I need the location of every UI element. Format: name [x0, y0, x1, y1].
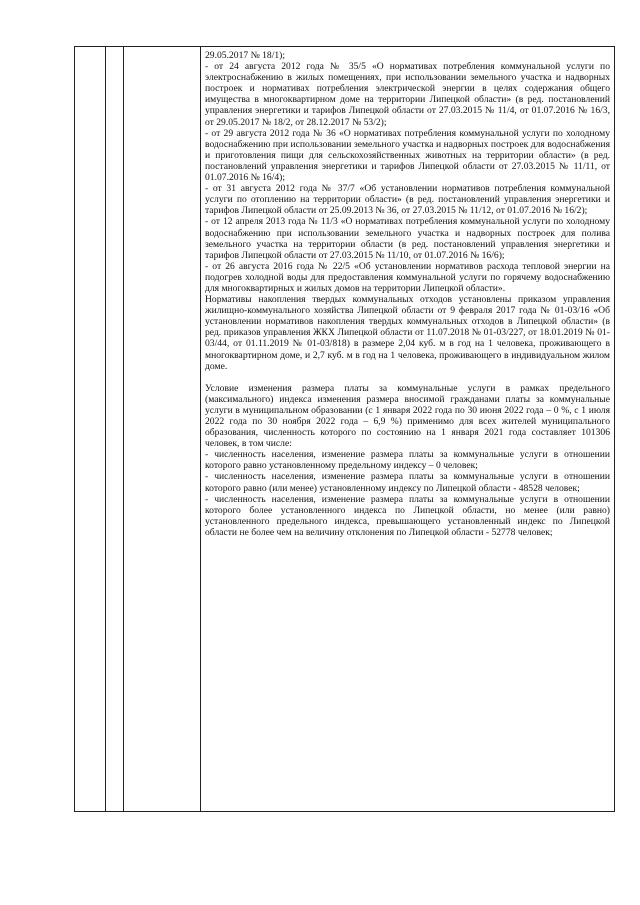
table-column-divider: [105, 47, 106, 811]
paragraph-electricity-norms: - от 24 августа 2012 года № 35/5 «О нормативах потребления коммунальной услуги по электроснабжению в жилых помещениях, при использовании земельного участка и надворных построек и нормативах потребления электрической энергии в целях содержания общего имущества в многоквартирном доме на территории Липецкой области» (в ред. постановлений управления энергетики и тарифов Липецкой области от 27.03.2015 № 11/4, от 01.07.2016 № 16/3, от 29.05.2017 № 18/2, от 28.12.2017 № 53/2);: [205, 61, 610, 128]
paragraph-payment-index-condition: Условие изменения размера платы за коммунальные услуги в рамках предельного (максимального) индекса изменения размера вносимой гражданами платы за коммунальные услуги в муниципальном образовании (с 1 января 2022 года по 30 июня 2022 года – 0 %, с 1 июля 2022 года по 30 ноября 2022 года – 6,9 %) применимо для всех жителей муниципального образования, численность которого по состоянию на 1 января 2021 года составляет 101306 человек, в том числе:: [205, 382, 610, 450]
list-item-population-equal-limit: - численность населения, изменение размера платы за коммунальные услуги в отношении которого равно установленному предельному индексу – 0 человек;: [205, 449, 610, 472]
paragraph-heating-norms: - от 31 августа 2012 года № 37/7 «Об установлении нормативов потребления коммунальной услуги по отоплению на территории области» (в ред. постановлений управления энергетики и тарифов Липецкой области от 25.09.2013 № 36, от 27.03.2015 № 11/12, от 01.07.2016 № 16/2);: [205, 183, 610, 217]
paragraph-cold-water-irrigation: - от 12 апреля 2013 года № 11/3 «О нормативах потребления коммунальной услуги по холодному водоснабжению при использовании земельного участка и надворных построек для полива земельного участка на территории области (в ред. постановлений управления энергетики и тарифов Липецкой области от 27.03.2015 № 11/10, от 01.07.2016 № 16/6);: [205, 216, 610, 261]
paragraph-solid-waste-norms: Нормативы накопления твердых коммунальных отходов установлены приказом управления жилищно-коммунального хозяйства Липецкой области от 9 февраля 2017 года № 01-03/16 «Об установлении нормативов накопления твердых коммунальных отходов в Липецкой области» (в ред. приказов управления ЖКХ Липецкой области от 11.07.2018 № 01-03/227, от 18.01.2019 № 01-03/44, от 01.11.2019 № 01-03/818) в размере 2,04 куб. м в год на 1 человека, проживающего в многоквартирном доме, и 2,7 куб. м в год на 1 человека, проживающего в индивидуальном жилом доме.: [205, 294, 610, 372]
paragraph-hot-water-heat: - от 26 августа 2016 года № 22/5 «Об установлении нормативов расхода тепловой энергии на подогрев холодной воды для предоставления коммунальной услуги по горячему водоснабжению для многоквартирных и жилых домов на территории Липецкой области».: [205, 260, 610, 294]
document-text-cell: [205, 50, 610, 538]
document-table: [74, 46, 615, 812]
list-item-population-above-regional: - численность населения, изменение размера платы за коммунальные услуги в отношении которого более установленного индекса по Липецкой области, но менее (или равно) установленного предельного индекса, превышающего установленный индекс по Липецкой области не более чем на величину отклонения по Липецкой области - 52778 человек;: [205, 493, 610, 538]
paragraph-cold-water-animals: - от 29 августа 2012 года № 36 «О нормативах потребления коммунальной услуги по холодному водоснабжению при использовании земельного участка и надворных построек для водоснабжения и приготовления пищи для сельскохозяйственных животных на территории области» (в ред. постановлений управления энергетики и тарифов Липецкой области от 27.03.2015 № 11/11, от 01.07.2016 № 16/4);: [205, 127, 610, 184]
paragraph-amendment-tail: 29.05.2017 № 18/1);: [205, 50, 286, 61]
table-column-divider: [200, 47, 201, 811]
list-item-population-below-regional: - численность населения, изменение размера платы за коммунальные услуги в отношении которого равно (или менее) установленному индексу по Липецкой области - 48528 человек;: [205, 471, 610, 494]
table-column-divider: [123, 47, 124, 811]
